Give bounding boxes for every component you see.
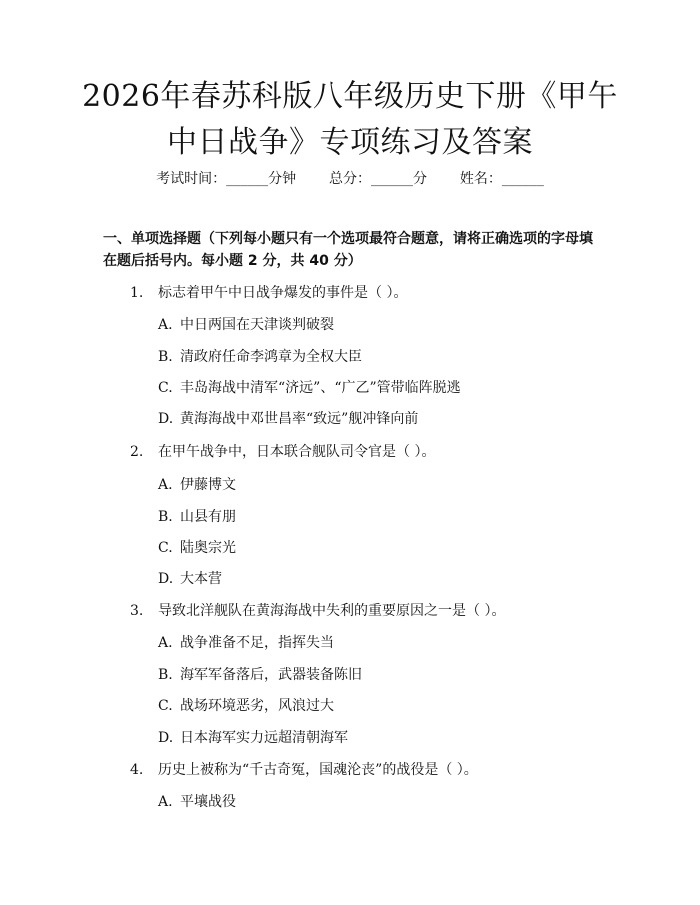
- question-2-option-c: [158, 539, 236, 557]
- student-name-field: [460, 170, 544, 188]
- student-name-blank: ______: [501, 171, 544, 187]
- option-text: 中日两国在天津谈判破裂: [180, 317, 334, 333]
- option-text: 日本海军实力远超清朝海军: [180, 730, 348, 746]
- question-text: 历史上被称为“千古奇冤，国魂沦丧”的战役是（ ）。: [158, 762, 478, 778]
- total-score-blank: ______: [371, 171, 413, 187]
- question-number: 3.: [130, 603, 144, 619]
- option-text: 清政府任命李鸿章为全权大臣: [180, 349, 362, 365]
- question-2-option-d: [158, 570, 222, 588]
- option-letter: D.: [158, 571, 174, 587]
- option-text: 黄海海战中邓世昌率“致远”舰冲锋向前: [180, 411, 419, 427]
- question-1: [130, 284, 407, 302]
- option-text: 丰岛海战中清军“济远”、“广乙”管带临阵脱逃: [180, 380, 461, 396]
- section-heading: 一、单项选择题（下列每小题只有一个选项最符合题意，请将正确选项的字母填在题后括号内。每小题 2 分，共 40 分）: [103, 231, 593, 269]
- question-number: 2.: [130, 444, 144, 460]
- option-letter: B.: [158, 509, 173, 525]
- exam-time-label: 考试时间：: [156, 171, 227, 187]
- option-text: 陆奥宗光: [180, 540, 236, 556]
- option-text: 战场环境恶劣，风浪过大: [180, 698, 334, 714]
- question-2-option-b: [158, 508, 236, 526]
- exam-info-line: [0, 170, 700, 188]
- option-letter: B.: [158, 349, 173, 365]
- question-3-option-b: [158, 666, 362, 684]
- question-text: 标志着甲午中日战争爆发的事件是（ ）。: [158, 285, 408, 301]
- option-text: 海军军备落后，武器装备陈旧: [180, 667, 362, 683]
- question-text: 导致北洋舰队在黄海海战中失利的重要原因之一是（ ）。: [158, 603, 506, 619]
- question-4: [130, 761, 478, 779]
- question-number: 1.: [130, 285, 144, 301]
- exam-time-field: [156, 170, 296, 188]
- total-score-unit: 分: [413, 171, 427, 187]
- option-letter: B.: [158, 667, 173, 683]
- question-1-option-a: [158, 316, 334, 334]
- question-4-option-a: [158, 793, 236, 811]
- option-letter: C.: [158, 698, 173, 714]
- option-letter: A.: [158, 317, 173, 333]
- option-letter: D.: [158, 730, 174, 746]
- option-letter: A.: [158, 477, 173, 493]
- option-text: 大本营: [180, 571, 222, 587]
- total-score-field: [329, 170, 427, 188]
- student-name-label: 姓名：: [459, 171, 502, 187]
- question-2-option-a: [158, 476, 236, 494]
- question-2: [130, 443, 435, 461]
- question-1-option-d: [158, 410, 418, 428]
- option-text: 山县有朋: [180, 509, 236, 525]
- question-1-option-b: [158, 348, 362, 366]
- option-letter: A.: [158, 635, 173, 651]
- exam-time-unit: 分钟: [268, 171, 297, 187]
- question-3: [130, 602, 505, 620]
- total-score-label: 总分：: [329, 171, 371, 187]
- option-text: 战争准备不足，指挥失当: [180, 635, 334, 651]
- question-3-option-a: [158, 634, 334, 652]
- option-text: 伊藤博文: [180, 477, 236, 493]
- question-3-option-d: [158, 729, 348, 747]
- question-text: 在甲午战争中，日本联合舰队司令官是（ ）。: [158, 444, 436, 460]
- option-letter: D.: [158, 411, 174, 427]
- exam-time-blank: ______: [226, 171, 269, 187]
- document-title: 2026年春苏科版八年级历史下册《甲午中日战争》专项练习及答案: [82, 79, 618, 160]
- option-letter: C.: [158, 540, 173, 556]
- question-number: 4.: [130, 762, 144, 778]
- option-letter: C.: [158, 380, 173, 396]
- option-text: 平壤战役: [180, 794, 236, 810]
- question-1-option-c: [158, 379, 461, 397]
- option-letter: A.: [158, 794, 173, 810]
- question-3-option-c: [158, 697, 334, 715]
